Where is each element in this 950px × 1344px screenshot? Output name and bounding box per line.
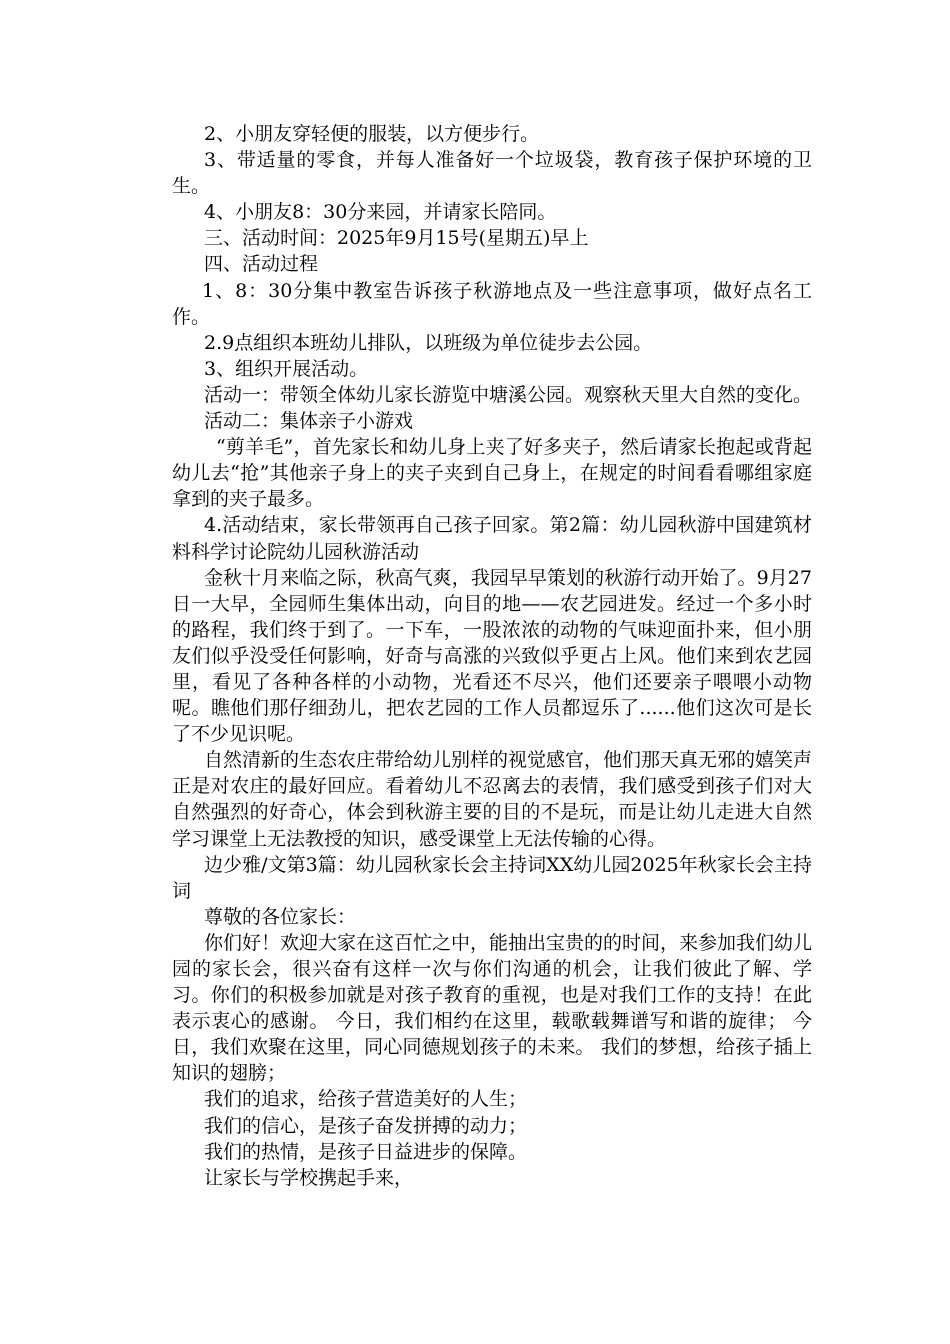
paragraph: 我们的追求，给孩子营造美好的人生； [204,1088,528,1111]
paragraph: 你们好！欢迎大家在这百忙之中，能抽出宝贵的的时间，来参加我们幼儿园的家长会，很兴奋有这样一次与你们沟通的机会，让我们彼此了解、学习。你们的积极参加就是对孩子教育的重视，也是对我们工作的支持！在此表示衷心的感谢。 今日，我们相约在这里，载歌载舞谱写和谐的旋律； 今日，我们欢聚在这里，同心同德规划孩子的未来。 我们的梦想，给孩子插上知识的翅膀； [172,931,813,1085]
paragraph: 2.9点组织本班幼儿排队，以班级为单位徒步去公园。 [204,331,653,354]
paragraph: 边少雅/文第3篇：幼儿园秋家长会主持词XX幼儿园2025年秋家长会主持词 [172,853,812,902]
paragraph: 四、活动过程 [204,253,319,276]
paragraph: 我们的热情，是孩子日益进步的保障。 [204,1140,528,1163]
paragraph: 让家长与学校携起手来， [204,1166,414,1189]
paragraph: 3、带适量的零食，并每人准备好一个垃圾袋，教育孩子保护环境的卫生。 [172,149,812,198]
paragraph: 活动一：带领全体幼儿家长游览中塘溪公园。观察秋天里大自然的变化。 [204,383,813,406]
paragraph: 4、小朋友8：30分来园，并请家长陪同。 [204,201,557,224]
paragraph: 3、组织开展活动。 [204,357,369,380]
paragraph: 金秋十月来临之际，秋高气爽，我园早早策划的秋游行动开始了。9月27日一大早，全园师生集体出动，向目的地——农艺园进发。经过一个多小时的路程，我们终于到了。一下车，一股浓浓的动物的气味迎面扑来，但小朋友们似乎没受任何影响，好奇与高涨的兴致似乎更占上风。他们来到农艺园里，看见了各种各样的小动物，光看还不尽兴，他们还要亲子喂喂小动物呢。瞧他们那仔细劲儿，把农艺园的工作人员都逗乐了......他们这次可是长了不少见识呢。 [172,566,812,746]
document-body [172,121,812,1191]
paragraph: 4.活动结束，家长带领再自己孩子回家。第2篇：幼儿园秋游中国建筑材料科学讨论院幼儿园秋游活动 [172,514,812,563]
paragraph: 活动二：集体亲子小游戏 [204,410,414,433]
paragraph: 三、活动时间：2025年9月15号(星期五)早上 [204,227,589,250]
paragraph: 2、小朋友穿轻便的服装，以方便步行。 [204,123,540,145]
paragraph: 我们的信心，是孩子奋发拼搏的动力； [204,1114,528,1137]
paragraph: “剪羊毛”，首先家长和幼儿身上夹了好多夹子，然后请家长抱起或背起幼儿去“抢”其他亲子身上的夹子夹到自己身上，在规定的时间看看哪组家庭拿到的夹子最多。 [172,436,812,511]
paragraph: 1、8：30分集中教室告诉孩子秋游地点及一些注意事项，做好点名工作。 [172,279,812,328]
paragraph: 自然清新的生态农庄带给幼儿别样的视觉感官，他们那天真无邪的嬉笑声正是对农庄的最好回应。看着幼儿不忍离去的表情，我们感受到孩子们对大自然强烈的好奇心，体会到秋游主要的目的不是玩，而是让幼儿走进大自然学习课堂上无法教授的知识，感受课堂上无法传输的心得。 [172,749,813,850]
paragraph: 尊敬的各位家长： [204,905,357,928]
